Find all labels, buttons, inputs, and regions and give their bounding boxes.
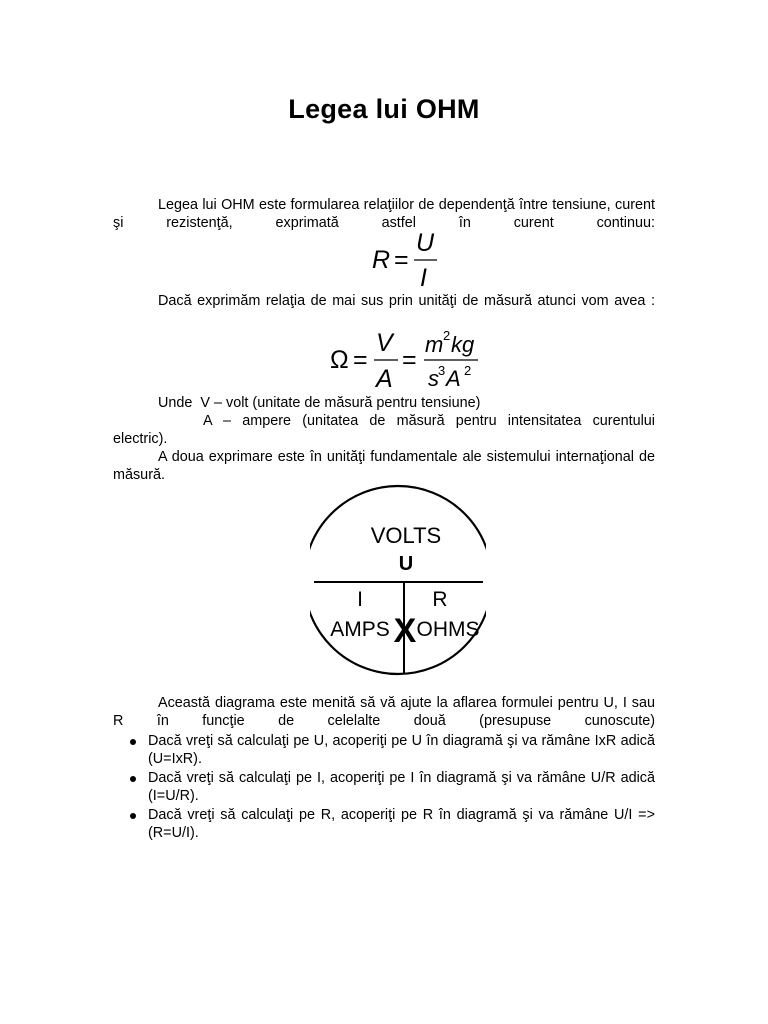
- volt-definition: V – volt (unitate de măsură pentru tensiune): [200, 395, 481, 411]
- diagram-ohms-label: OHMS: [416, 618, 480, 641]
- bullet-text: Dacă vreţi să calculaţi pe U, acoperiţi pe U în diagramă şi va rămâne IxR adică (U=IxR).: [148, 733, 655, 767]
- formula1-lhs: R: [372, 246, 391, 274]
- formula2-eq1: =: [353, 346, 368, 374]
- formula2-den2-a: s: [428, 366, 439, 391]
- ohm-law-diagram: [310, 482, 486, 678]
- page-title: Legea lui OHM: [288, 94, 480, 124]
- list-item: [113, 732, 655, 768]
- formula2-num1: V: [376, 329, 393, 357]
- ampere-definition-cont: electric).: [113, 431, 168, 447]
- unde-lead: Unde: [158, 395, 193, 411]
- diagram-r-letter: R: [432, 588, 448, 611]
- ampere-definition-line: A – ampere (unitatea de măsură pentru intensitatea curentului: [203, 413, 655, 429]
- diagram-i-letter: I: [357, 588, 363, 611]
- formula2-num2-a: m: [425, 332, 444, 357]
- bullet-icon: [130, 776, 136, 782]
- formula1-eq: =: [394, 246, 409, 274]
- list-item: [113, 806, 655, 842]
- unit-definitions: [113, 394, 655, 448]
- bullet-text: Dacă vreţi să calculaţi pe R, acoperiţi pe R în diagramă şi va rămâne U/I => (R=U/I).: [148, 807, 655, 841]
- bullet-icon: [130, 739, 136, 745]
- formula2-den2-exp1: 3: [438, 363, 446, 378]
- diagram-multiply-mark: X: [393, 612, 417, 650]
- formula2-den1: A: [376, 365, 393, 392]
- diagram-volts-label: VOLTS: [370, 523, 442, 548]
- formula2-eq2: =: [402, 346, 417, 374]
- units-paragraph: Dacă exprimăm relaţia de mai sus prin unităţi de măsură atunci vom avea :: [158, 293, 655, 309]
- formula1-den: I: [420, 264, 427, 290]
- bullet-icon: [130, 813, 136, 819]
- volt-definition-line: [113, 394, 655, 412]
- formula2-num2-exp: 2: [443, 328, 451, 343]
- bullet-text: Dacă vreţi să calculaţi pe I, acoperiţi pe I în diagramă şi va rămâne U/R adică (I=U/R).: [148, 770, 655, 804]
- formula2-num2-b: kg: [451, 332, 475, 357]
- list-item: [113, 769, 655, 805]
- fundamental-paragraph: A doua exprimare este în unităţi fundamentale ale sistemului internaţional de măsură.: [113, 449, 655, 483]
- intro-paragraph: Legea lui OHM este formularea relaţiilor de dependenţă între tensiune, curent şi rezistenţă, exprimată astfel în curent continuu:: [113, 197, 655, 231]
- formula2-den2-b: A: [446, 366, 461, 391]
- formula2-den2-exp2: 2: [464, 363, 472, 378]
- diagram-u-letter: U: [398, 553, 414, 575]
- units-formula: [328, 328, 488, 392]
- formula1-num: U: [416, 230, 435, 257]
- formula-bullet-list: [113, 732, 655, 843]
- formula2-lhs: Ω: [330, 346, 349, 374]
- ohm-formula: [366, 230, 446, 290]
- diagram-explanation: Această diagrama este menită să vă ajute la aflarea formulei pentru U, I sau R în funcţie de celelalte două (presupuse cunoscute): [113, 695, 655, 729]
- diagram-amps-label: AMPS: [330, 618, 390, 641]
